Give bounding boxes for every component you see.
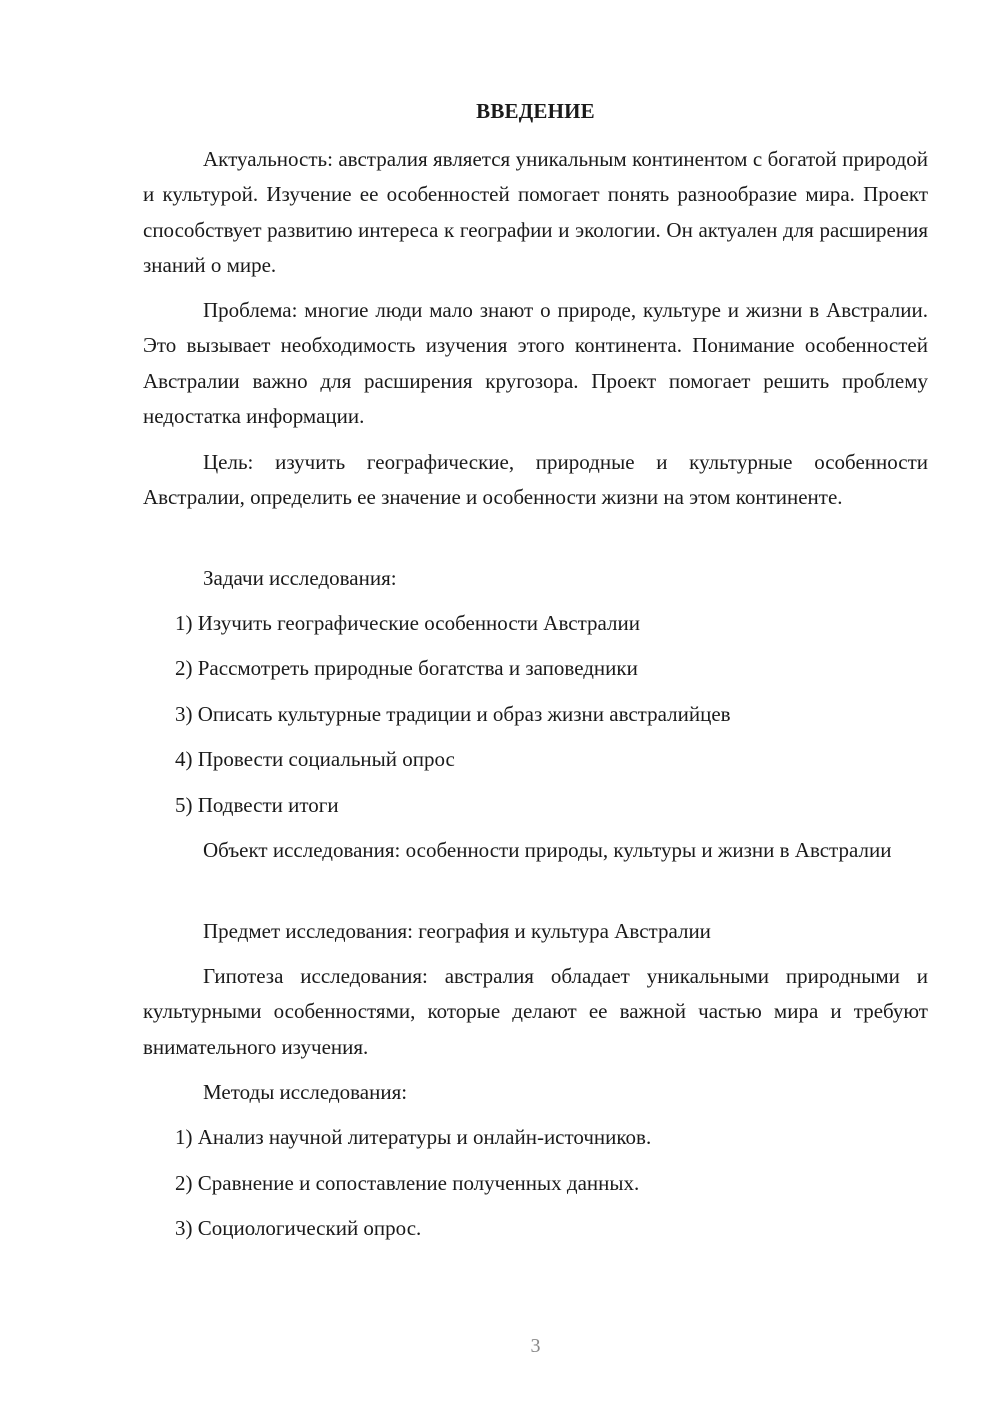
document-page — [143, 0, 928, 1414]
page-title: ВВЕДЕНИЕ — [476, 99, 595, 123]
subject-paragraph: Предмет исследования: география и культура Австралии — [203, 919, 711, 943]
problem-paragraph: Проблема: многие люди мало знают о природе, культуре и жизни в Австралии. Это вызывает необходимость изучения этого континента. Понимание особенностей Австралии важно для расширения кругозора. Проект помогает решить проблему недостатка информации. — [143, 298, 928, 428]
tasks-heading: Задачи исследования: — [203, 566, 397, 590]
task-item-2: 2) Рассмотреть природные богатства и заповедники — [175, 656, 638, 680]
method-item-1: 1) Анализ научной литературы и онлайн-источников. — [175, 1125, 652, 1149]
page-number: 3 — [530, 1335, 541, 1357]
methods-heading: Методы исследования: — [203, 1080, 408, 1104]
task-item-4: 4) Провести социальный опрос — [175, 747, 455, 771]
hypothesis-paragraph: Гипотеза исследования: австралия обладает уникальными природными и культурными особенностями, которые делают ее важной частью мира и требуют внимательного изучения. — [143, 964, 928, 1059]
relevance-paragraph: Актуальность: австралия является уникальным континентом с богатой природой и культурой. Изучение ее особенностей помогает понять разнообразие мира. Проект способствует развитию интереса к географии и экологии. Он актуален для расширения знаний о мире. — [143, 147, 928, 277]
task-item-5: 5) Подвести итоги — [175, 793, 339, 817]
method-item-2: 2) Сравнение и сопоставление полученных данных. — [175, 1171, 640, 1195]
method-item-3: 3) Социологический опрос. — [175, 1216, 422, 1240]
task-item-3: 3) Описать культурные традиции и образ жизни австралийцев — [175, 702, 731, 726]
task-item-1: 1) Изучить географические особенности Австралии — [175, 611, 640, 635]
object-paragraph: Объект исследования: особенности природы, культуры и жизни в Австралии — [203, 838, 892, 862]
goal-paragraph: Цель: изучить географические, природные и культурные особенности Австралии, определить ее значение и особенности жизни на этом континенте. — [143, 450, 928, 510]
